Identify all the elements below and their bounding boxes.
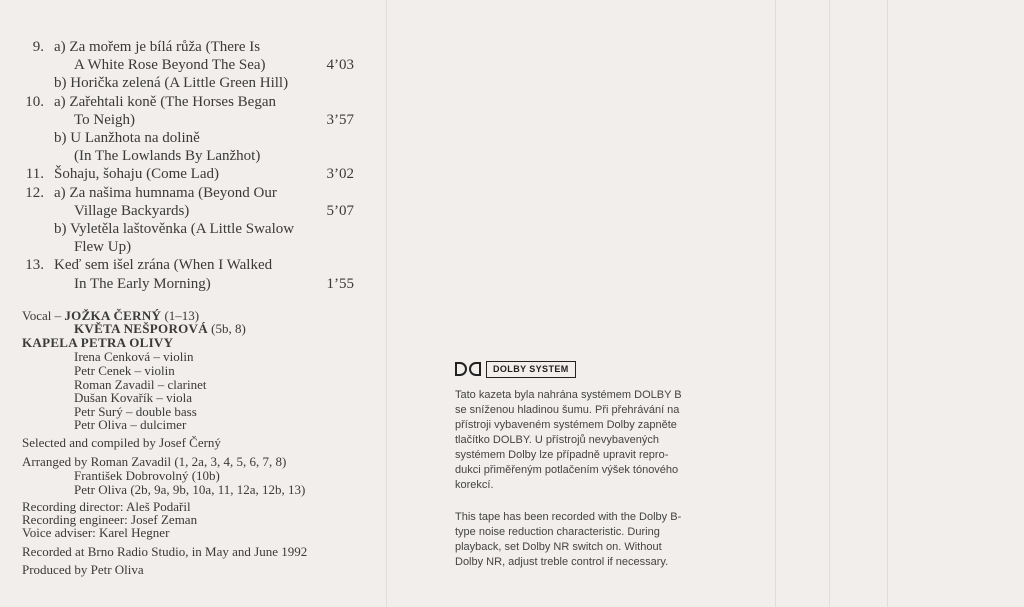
dolby-english-text — [455, 510, 725, 570]
text-line: This tape has been recorded with the Dolby B- — [455, 511, 682, 523]
track-number: 10. — [25, 93, 44, 110]
track-number: 13. — [25, 257, 44, 274]
track-title: a) Za mořem je bílá růža (There Is — [54, 39, 261, 55]
arranged-by-2: František Dobrovolný (10b) — [74, 468, 220, 483]
voice-adviser: Voice adviser: Karel Hegner — [22, 525, 170, 540]
fold-line — [829, 0, 830, 607]
track-title: Šohaju, šohaju (Come Lad) — [54, 166, 219, 183]
band-member: Petr Cenek – violin — [74, 363, 175, 378]
produced-by: Produced by Petr Oliva — [22, 562, 144, 577]
track-title: To Neigh) — [74, 111, 136, 128]
double-d-icon — [455, 362, 483, 376]
track-duration: 5’07 — [326, 202, 354, 219]
text-line: dukci přiměřeným potlačením výšek tónového — [455, 464, 679, 476]
band-member: Petr Oliva – dulcimer — [74, 417, 187, 432]
band-member: Irena Cenková – violin — [74, 349, 194, 364]
track-title: b) Vyletěla laštověnka (A Little Swalow — [54, 221, 295, 237]
text-line: Tato kazeta byla nahrána systémem DOLBY B — [455, 389, 682, 401]
recorded-at: Recorded at Brno Radio Studio, in May and June 1992 — [22, 544, 308, 559]
arranged-by: Arranged by Roman Zavadil (1, 2a, 3, 4, 5, 6, 7, 8) — [22, 454, 287, 469]
selected-by: Selected and compiled by Josef Černý — [22, 435, 221, 450]
text-line: type noise reduction characteristic. During — [455, 526, 660, 538]
text-line: přístroji vybaveném systémem Dolby zapněte — [455, 419, 677, 431]
track-duration: 4’03 — [326, 57, 354, 74]
text-line: Dolby NR, adjust treble control if necessary. — [455, 556, 669, 568]
track-duration: 3’02 — [326, 166, 354, 183]
track-title: b) Horička zelená (A Little Green Hill) — [54, 75, 289, 92]
vocal-credit: Vocal – JOŽKA ČERNÝ (1–13) — [22, 308, 200, 323]
recording-engineer: Recording engineer: Josef Zeman — [22, 512, 198, 527]
band-member: Petr Surý – double bass — [74, 404, 197, 419]
track-title: A White Rose Beyond The Sea) — [74, 57, 266, 74]
text-line: tlačítko DOLBY. U přístrojů nevybavených — [455, 434, 660, 446]
fold-line — [887, 0, 888, 607]
fold-line — [775, 0, 776, 607]
band-member: Dušan Kovařík – viola — [74, 390, 193, 405]
track-title: (In The Lowlands By Lanžhot) — [74, 148, 261, 165]
dolby-czech-text — [455, 388, 725, 493]
track-title: Village Backyards) — [74, 202, 190, 219]
track-number: 12. — [25, 184, 44, 201]
credits — [0, 0, 380, 607]
recording-director: Recording director: Aleš Podařil — [22, 499, 191, 514]
text-line: playback, set Dolby NR switch on. Without — [455, 541, 662, 553]
track-title: a) Zařehtali koně (The Horses Began — [54, 93, 276, 110]
track-number: 9. — [32, 39, 44, 55]
track-number: 11. — [25, 166, 44, 183]
track-duration: 3’57 — [326, 111, 354, 128]
track-duration: 1’55 — [326, 275, 354, 292]
text-line: korekcí. — [455, 479, 494, 491]
dolby-logo — [455, 361, 576, 377]
track-title: Keď sem išel zrána (When I Walked — [54, 257, 273, 274]
text-line: systémem Dolby lze případně upravit repro- — [455, 449, 669, 461]
band-name: KAPELA PETRA OLIVY — [22, 335, 174, 350]
text-line: se sníženou hladinou šumu. Při přehrávání na — [455, 404, 680, 416]
track-title: b) U Lanžhota na dolině — [54, 130, 200, 146]
dolby-system-label: DOLBY SYSTEM — [486, 361, 576, 378]
fold-line — [386, 0, 387, 607]
vocal-credit-2: KVĚTA NEŠPOROVÁ (5b, 8) — [74, 321, 246, 336]
track-title: a) Za našima humnama (Beyond Our — [54, 184, 277, 201]
track-title: Flew Up) — [74, 239, 132, 256]
arranged-by-3: Petr Oliva (2b, 9a, 9b, 10a, 11, 12a, 12b, 13) — [74, 482, 306, 497]
track-title: In The Early Morning) — [74, 275, 211, 292]
band-member: Roman Zavadil – clarinet — [74, 377, 207, 392]
